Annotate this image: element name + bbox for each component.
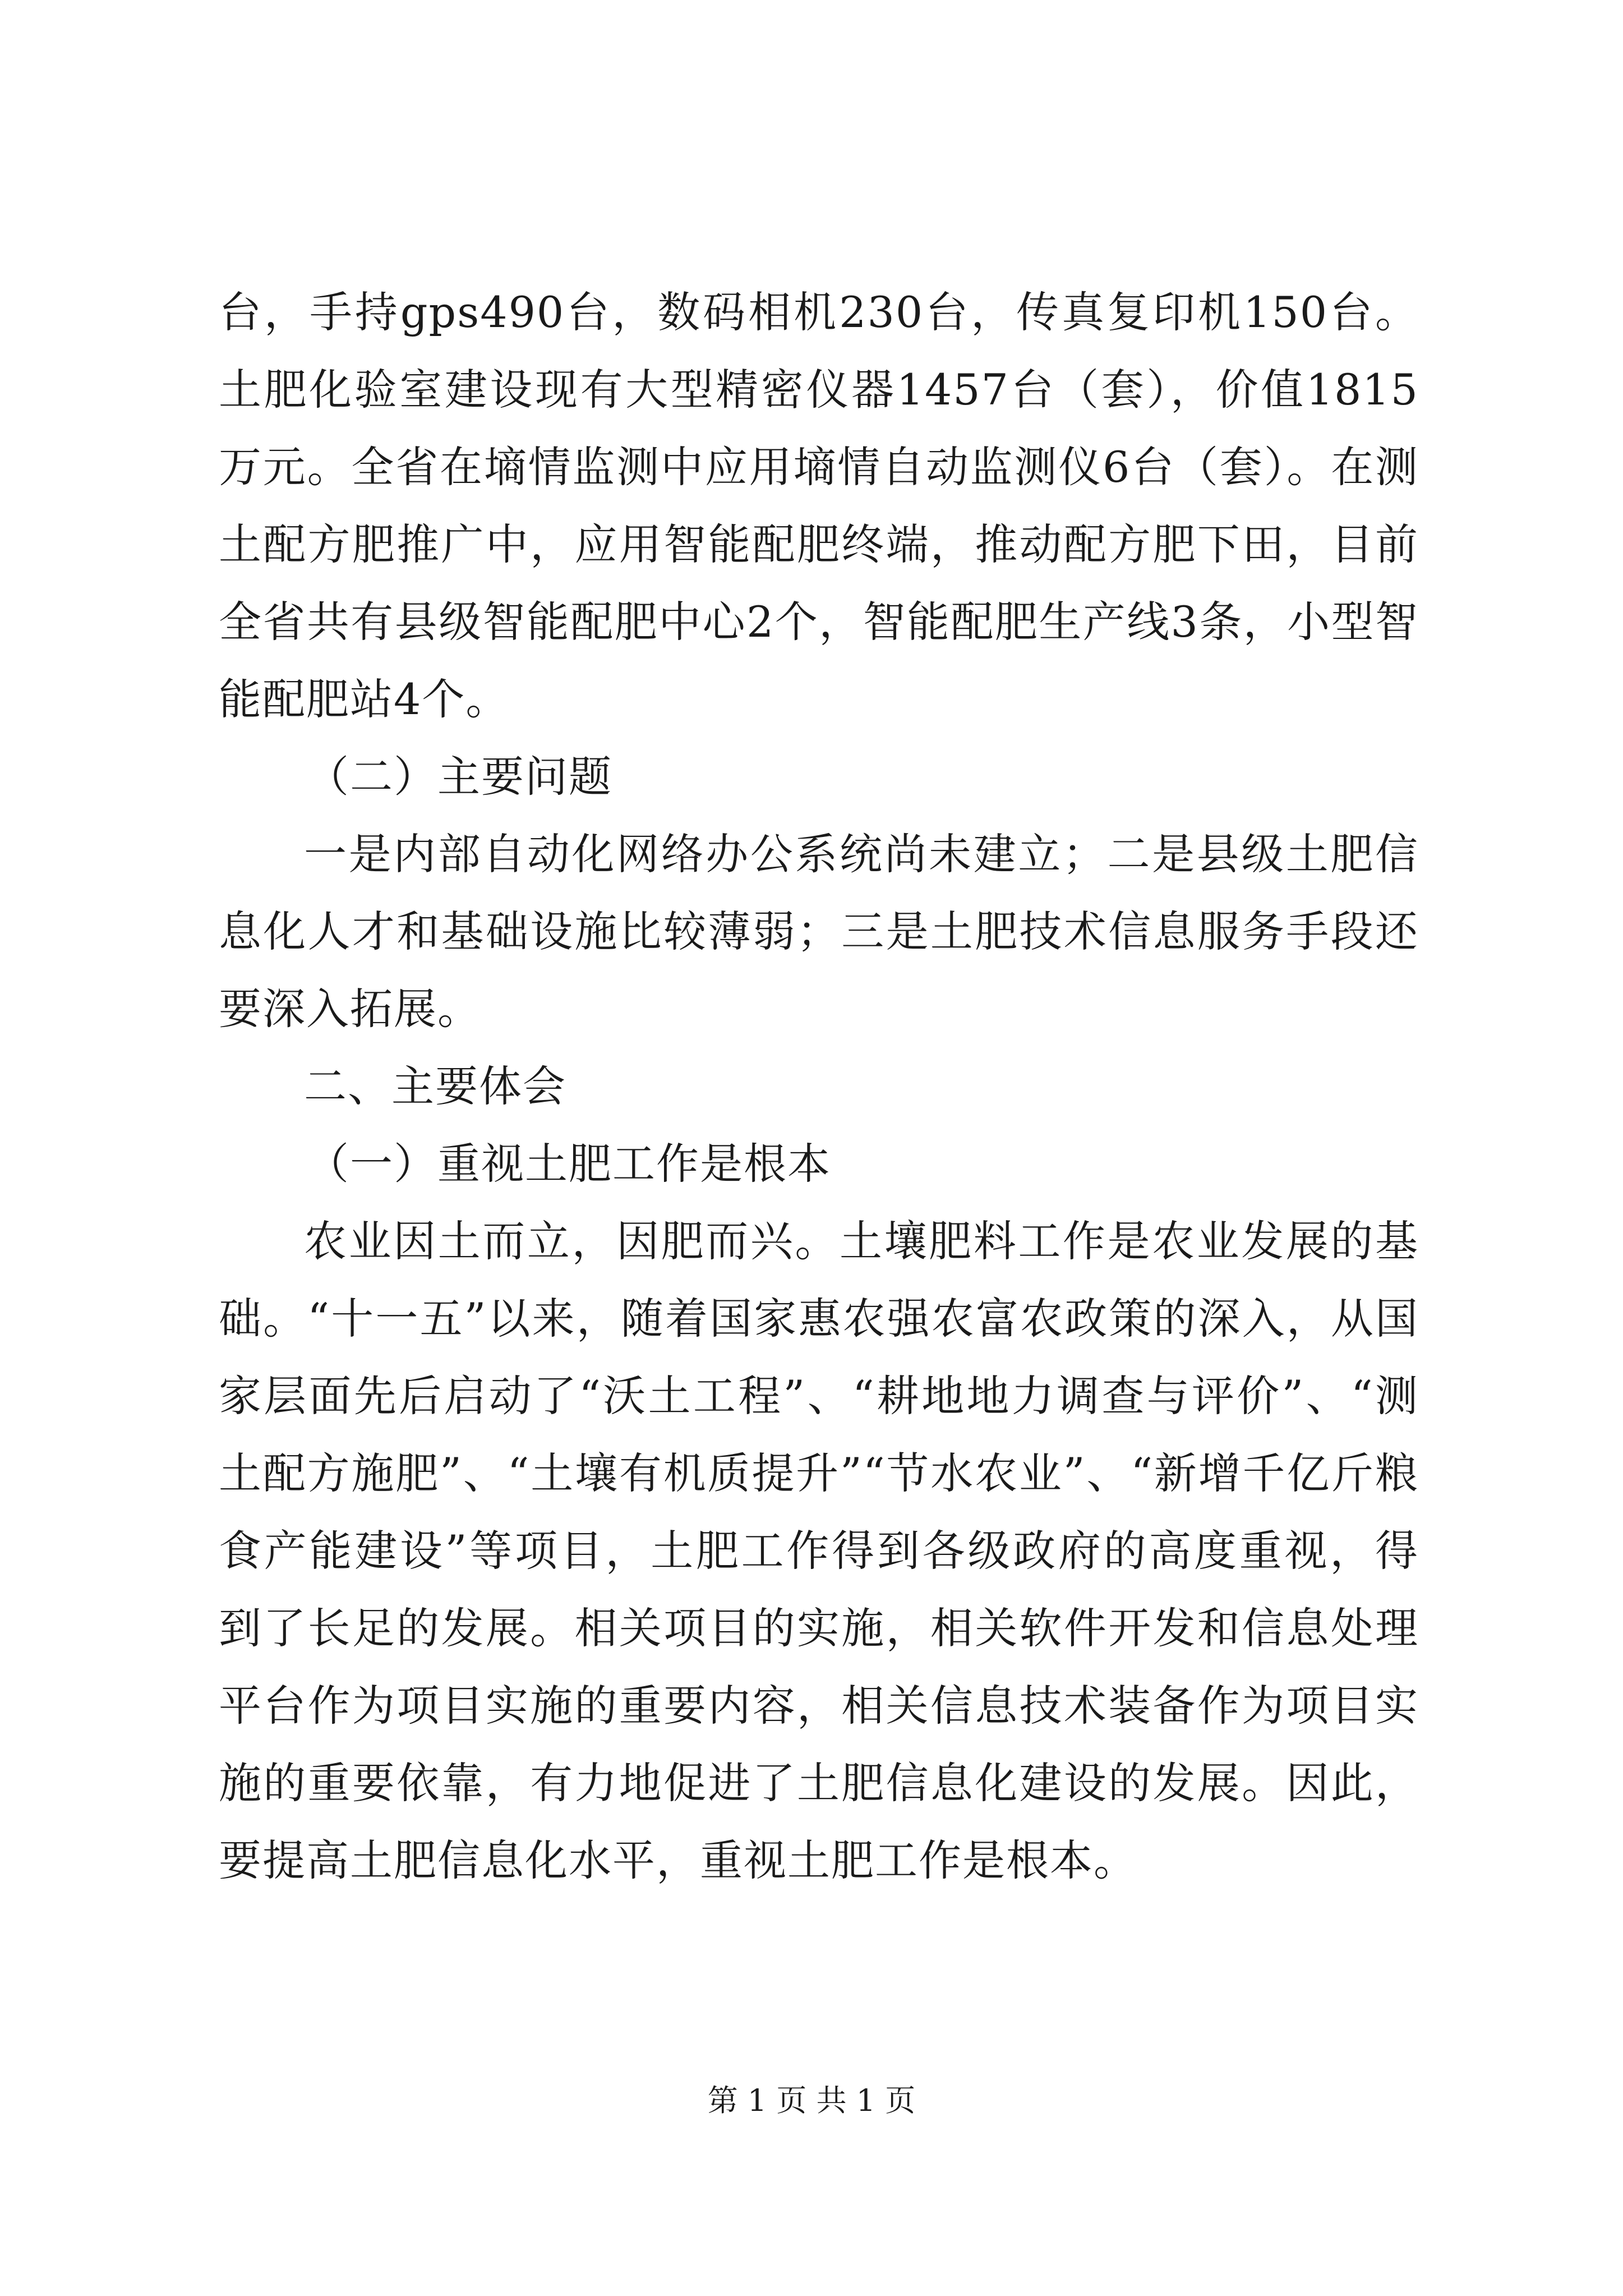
document-body — [219, 274, 1419, 1899]
section-heading-fundamental: （一）重视土肥工作是根本 — [306, 1139, 831, 1189]
section-heading-main-experience: 二、主要体会 — [304, 1061, 566, 1111]
section-heading-main-problems: （二）主要问题 — [306, 752, 612, 802]
paragraph-problems: 一是内部自动化网络办公系统尚未建立；二是县级土肥信息化人才和基础设施比较薄弱；三是土肥技术信息服务手段还要深入拓展。 — [219, 829, 1419, 1034]
paragraph-equipment-stats: 台，手持gps490台，数码相机230台，传真复印机150台。土肥化验室建设现有大型精密仪器1457台（套），价值1815万元。全省在墒情监测中应用墒情自动监测仪6台（套）。在测土配方肥推广中，应用智能配肥终端，推动配方肥下田，目前全省共有县级智能配肥中心2个，智能配肥生产线3条，小型智能配肥站4个。 — [219, 287, 1419, 724]
page-footer — [0, 2081, 1623, 2120]
paragraph-fundamental: 农业因土而立，因肥而兴。土壤肥料工作是农业发展的基础。“十一五”以来，随着国家惠农强农富农政策的深入，从国家层面先后启动了“沃土工程”、“耕地地力调查与评价”、“测土配方施肥”、“土壤有机质提升”“节水农业”、“新增千亿斤粮食产能建设”等项目，土肥工作得到各级政府的高度重视，得到了长足的发展。相关项目的实施，相关软件开发和信息处理平台作为项目实施的重要内容，相关信息技术装备作为项目实施的重要依靠，有力地促进了土肥信息化建设的发展。因此，要提高土肥信息化水平，重视土肥工作是根本。 — [219, 1216, 1419, 1885]
page-number-label: 第 1 页 共 1 页 — [707, 2083, 916, 2118]
